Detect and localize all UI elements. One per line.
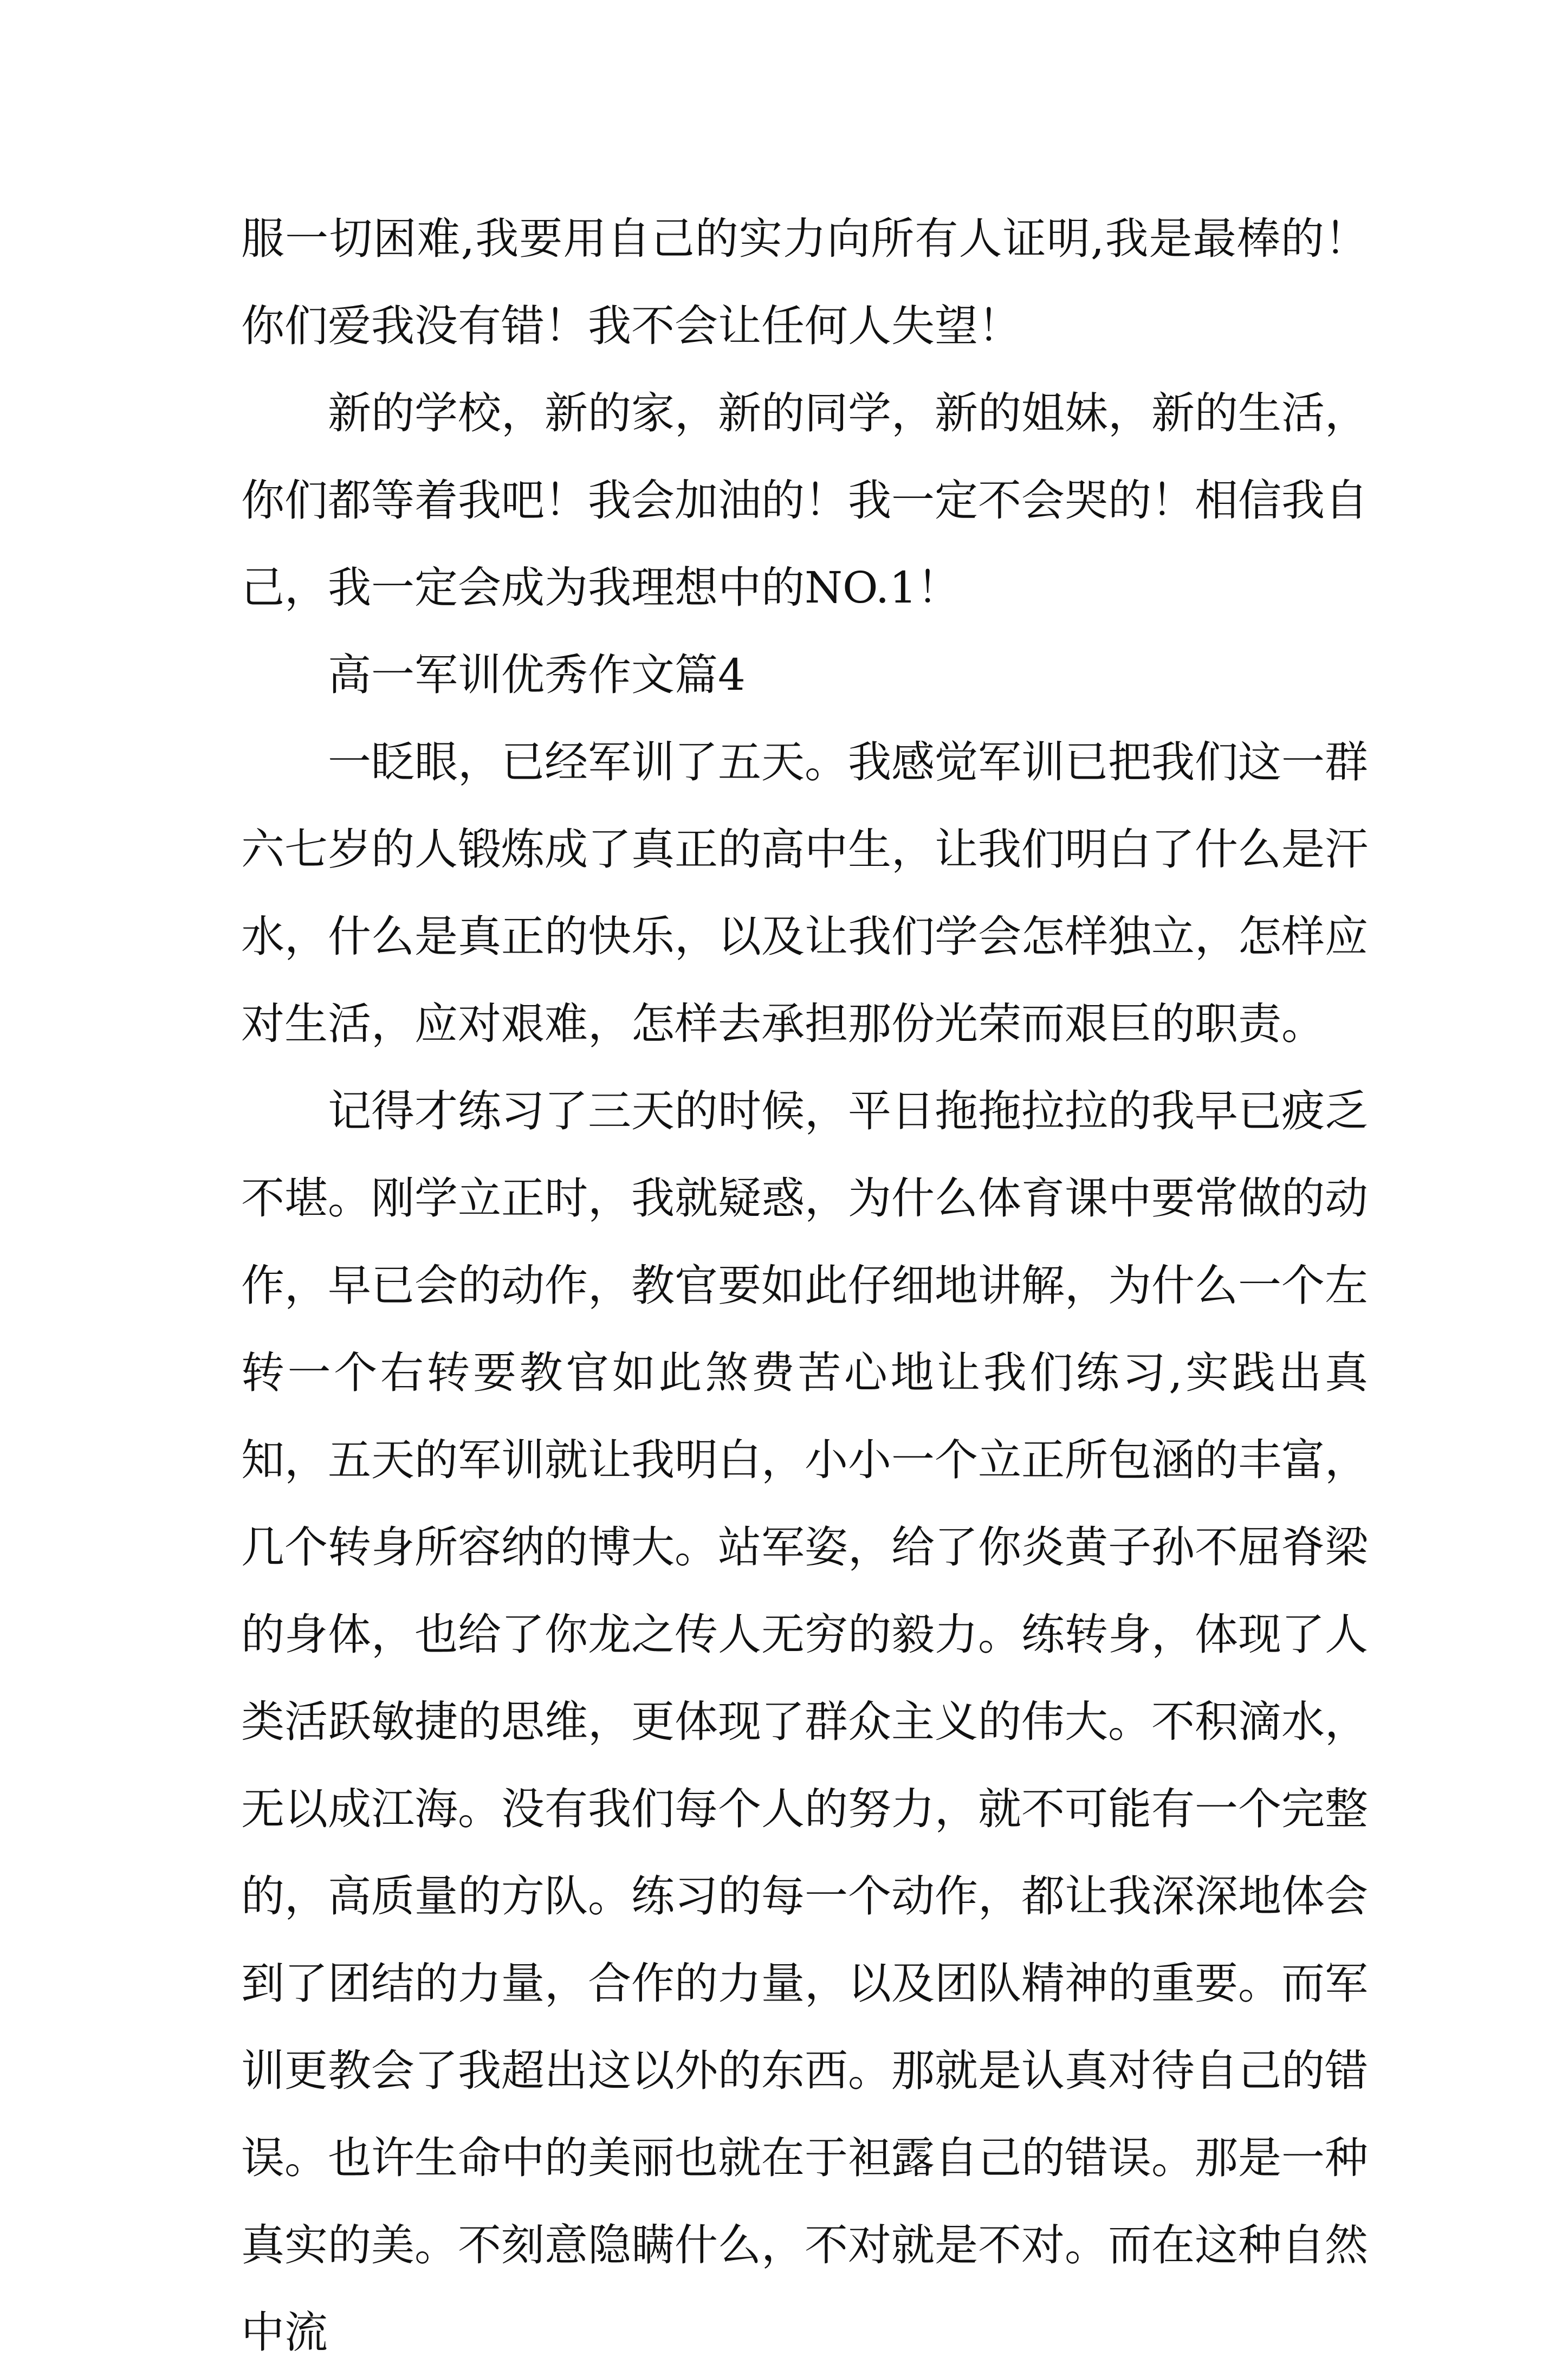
paragraph-military-training: 一眨眼，已经军训了五天。我感觉军训已把我们这一群六七岁的人锻炼成了真正的高中生，让我们明白了什么是汗水，什么是真正的快乐，以及让我们学会怎样独立，怎样应对生活，应对艰难，怎样去承担那份光荣而艰巨的职责。 <box>241 737 1368 1049</box>
paragraph-new-school: 新的学校，新的家，新的同学，新的姐妹，新的生活，你们都等着我吧！我会加油的！我一定不会哭的！相信我自己，我一定会成为我理想中的NO.1！ <box>241 388 1368 613</box>
paragraph-continuation: 服一切困难,我要用自己的实力向所有人证明,我是最棒的！你们爱我没有错！我不会让任何人失望！ <box>241 213 1368 351</box>
body-text <box>241 195 1368 2376</box>
section-heading: 高一军训优秀作文篇4 <box>328 650 746 700</box>
paragraph-reflection: 记得才练习了三天的时候，平日拖拖拉拉的我早已疲乏不堪。刚学立正时，我就疑惑，为什么体育课中要常做的动作，早已会的动作，教官要如此仔细地讲解，为什么一个左转一个右转要教官如此煞费苦心地让我们练习,实践出真知，五天的军训就让我明白，小小一个立正所包涵的丰富，几个转身所容纳的博大。站军姿，给了你炎黄子孙不屈脊梁的身体，也给了你龙之传人无穷的毅力。练转身，体现了人类活跃敏捷的思维，更体现了群众主义的伟大。不积滴水，无以成江海。没有我们每个人的努力，就不可能有一个完整的，高质量的方队。练习的每一个动作，都让我深深地体会到了团结的力量，合作的力量，以及团队精神的重要。而军训更教会了我超出这以外的东西。那就是认真对待自己的错误。也许生命中的美丽也就在于袒露自己的错误。那是一种真实的美。不刻意隐瞒什么，不对就是不对。而在这种自然中流 <box>241 1086 1368 2358</box>
